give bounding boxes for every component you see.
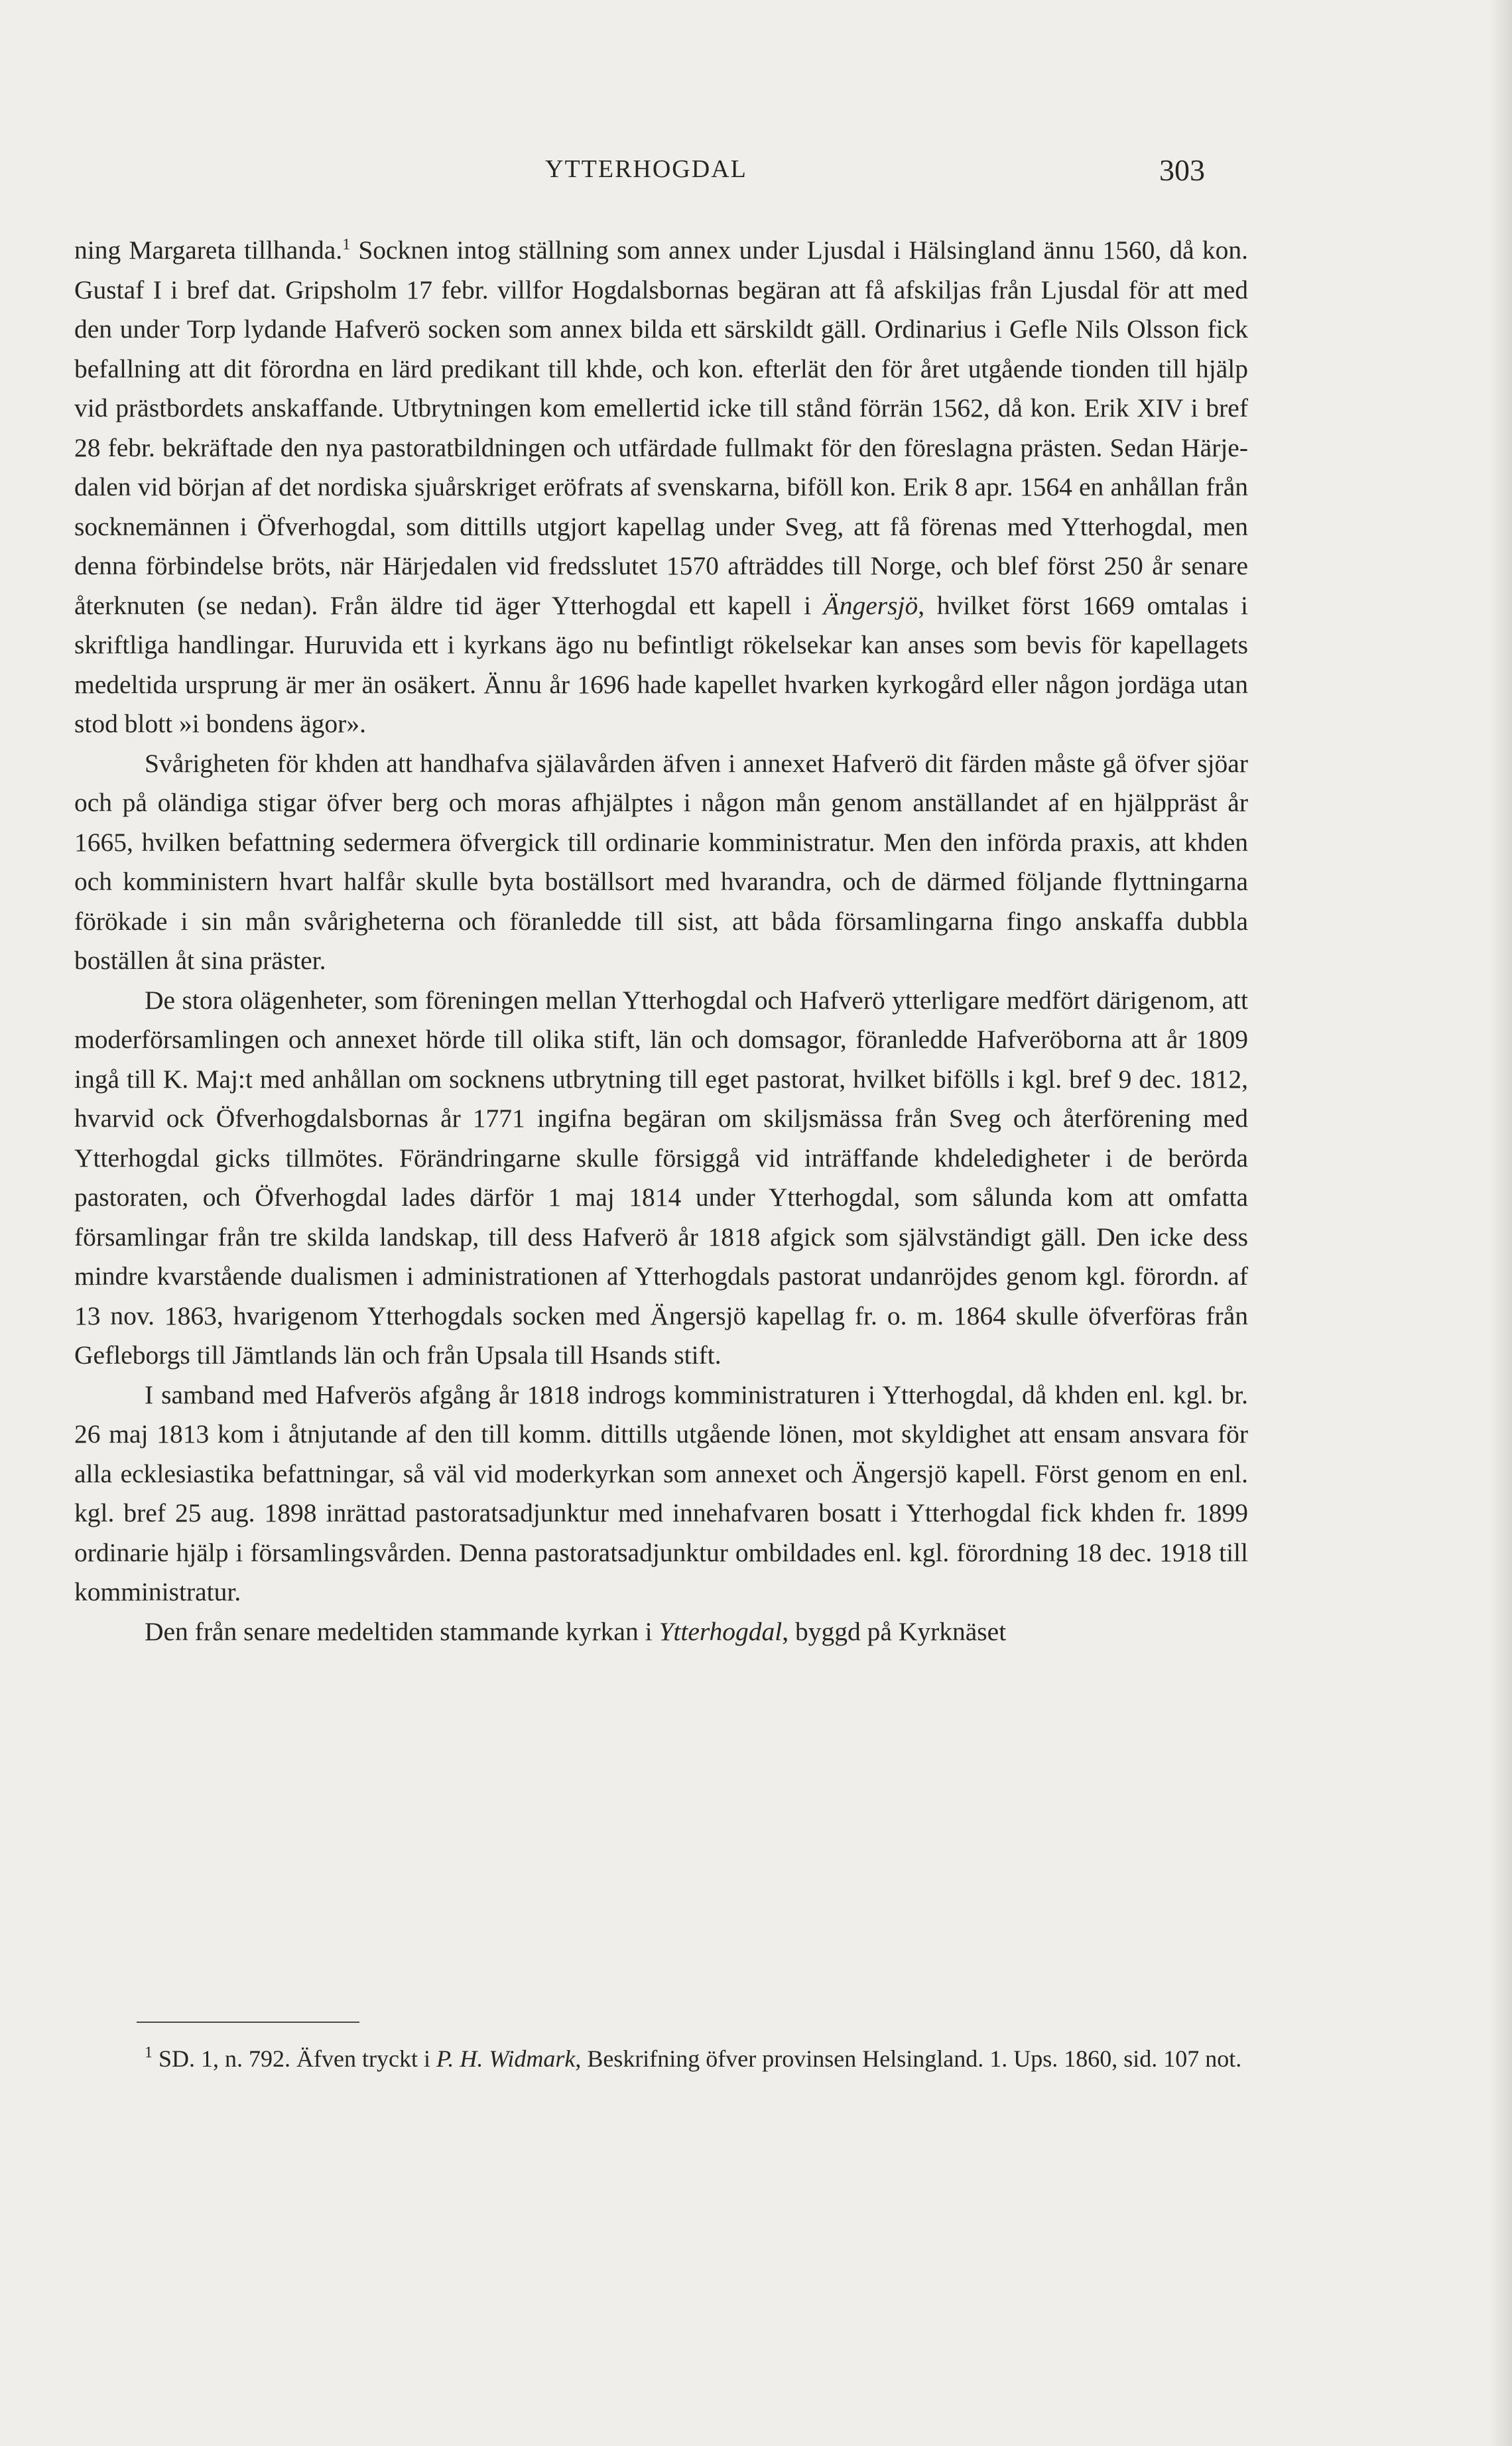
footnote-1	[74, 2039, 1248, 2079]
footnote-author: P. H. Widmark	[436, 2045, 576, 2072]
page-number: 303	[1159, 153, 1205, 187]
footnote-text-b: , Beskrifning öfver provinsen Helsingland. 1. Ups. 1860, sid. 107 not.	[575, 2045, 1242, 2072]
paragraph-4: I samband med Hafverös afgång år 1818 indrogs komministraturen i Ytterhogdal, då khden enl. kgl. br. 26 maj 1813 kom i åtnjutande af den till komm. dittills utgående lönen, mot skyldighet att ensam ansvara för alla ecklesiastika befattningar, så väl vid moderkyrkan som annexet och Ängersjö kapell. Först genom en enl. kgl. bref 25 aug. 1898 inrättad pastoratsadjunktur med innehafvaren bosatt i Ytterhogdal fick khden fr. 1899 ordinarie hjälp i församlingsvården. Denna pastoratsadjunktur ombildades enl. kgl. förordning 18 dec. 1918 till komministratur.	[74, 1380, 1248, 1606]
footnote-text-a: SD. 1, n. 792. Äfven tryckt i	[153, 2045, 436, 2072]
paragraph-1-text-b: Socknen intog ställning som annex under Ljusdal i Hälsingland ännu 1560, då kon. Gustaf I i bref dat. Gripsholm 17 febr. villfor Hogdalsbornas begäran att få afskiljas från Ljusdal för att med den under Torp lydande Hafverö socken som annex bilda ett särskildt gäll. Ordinarius i Gefle Nils Olsson fick befallning att dit förordna en lärd predikant till khde, och kon. efterlät den för året utgående tionden till hjälp vid prästbordets anskaffande. Utbrytningen kom emellertid icke till stånd förrän 1562, då kon. Erik XIV i bref 28 febr. bekräftade den nya pastoratbildningen och utfärdade fullmakt för den föreslagna prästen. Sedan Härjedalen vid början af det nordiska sjuårskriget eröfrats af svenskarna, biföll kon. Erik 8 apr. 1564 en anhållan från socknemännen i Öfverhogdal, som dittills utgjort kapellag under Sveg, att få förenas med Ytterhogdal, men denna förbindelse bröts, när Härjedalen vid fredsslutet 1570 afträddes till Norge, och blef först 250 år senare återknuten (se nedan). Från äldre tid äger Ytterhogdal ett kapell i	[74, 235, 1248, 620]
paragraph-1-text-a: ning Margareta tillhanda.	[74, 235, 343, 265]
paragraph-1	[74, 231, 1248, 744]
paragraph-5	[74, 1612, 1248, 1652]
paragraph-3: De stora olägenheter, som föreningen mellan Ytterhogdal och Hafverö ytterligare medfört därigenom, att moderförsamlingen och annexet hörde till olika stift, län och domsagor, föranledde Hafveröborna att år 1809 ingå till K. Maj:t med anhållan om socknens utbrytning till eget pastorat, hvilket bifölls i kgl. bref 9 dec. 1812, hvarvid ock Öfverhogdalsbornas år 1771 ingifna begäran om skiljsmässa från Sveg och återförening med Ytterhogdal gicks tillmötes. Förändringarne skulle försiggå vid inträffande khdeledigheter i de berörda pastoraten, och Öfverhogdal lades därför 1 maj 1814 under Ytterhogdal, som sålunda kom att omfatta församlingar från tre skilda landskap, till dess Hafverö år 1818 afgick som självständigt gäll. Den icke dess mindre kvarstående dualismen i administrationen af Ytterhogdals pastorat undanröjdes genom kgl. förordn. af 13 nov. 1863, hvarigenom Ytterhogdals socken med Ängersjö kapellag fr. o. m. 1864 skulle öfverföras från Gefleborgs till Jämtlands län och från Upsala till Hsands stift.	[74, 985, 1248, 1370]
page-edge	[1489, 0, 1512, 2446]
footnote-mark: 1	[145, 2044, 153, 2061]
place-name-angersjo: Ängersjö	[823, 590, 918, 620]
place-name-ytterhogdal: Ytterhogdal	[659, 1616, 783, 1646]
paragraph-1-text-c: , hvilket först 1669 omtalas i skriftliga handlingar. Huruvida ett i kyrkans ägo nu befintligt rökelsekar kan anses som bevis för kapellagets medeltida ursprung är mer än osäkert. Ännu år 1696 hade kapellet hvarken kyrkogård eller någon jordäga utan stod blott »i bondens ägor».	[74, 590, 1248, 738]
footnote-divider	[137, 2022, 359, 2023]
paragraph-2: Svårigheten för khden att handhafva själavården äfven i annexet Hafverö dit färden måste gå öfver sjöar och på oländiga stigar öfver berg och moras afhjälptes i någon mån genom anställandet af en hjälppräst år 1665, hvilken befattning sedermera öfvergick till ordinarie komministratur. Men den införda praxis, att khden och komministern hvart halfår skulle byta boställsort med hvarandra, och de därmed följande flyttningarna förökade i sin mån svårigheterna och föranledde till sist, att båda församlingarna fingo anskaffa dubbla boställen åt sina präster.	[74, 748, 1248, 975]
footnote	[74, 2039, 1248, 2079]
paragraph-5-text-a: Den från senare medeltiden stammande kyrkan i	[145, 1616, 659, 1646]
paragraph-5-text-b: , byggd på Kyrknäset	[782, 1616, 1007, 1646]
running-title: YTTERHOGDAL	[545, 155, 747, 183]
footnote-reference: 1	[342, 236, 351, 253]
main-text	[74, 231, 1248, 1651]
